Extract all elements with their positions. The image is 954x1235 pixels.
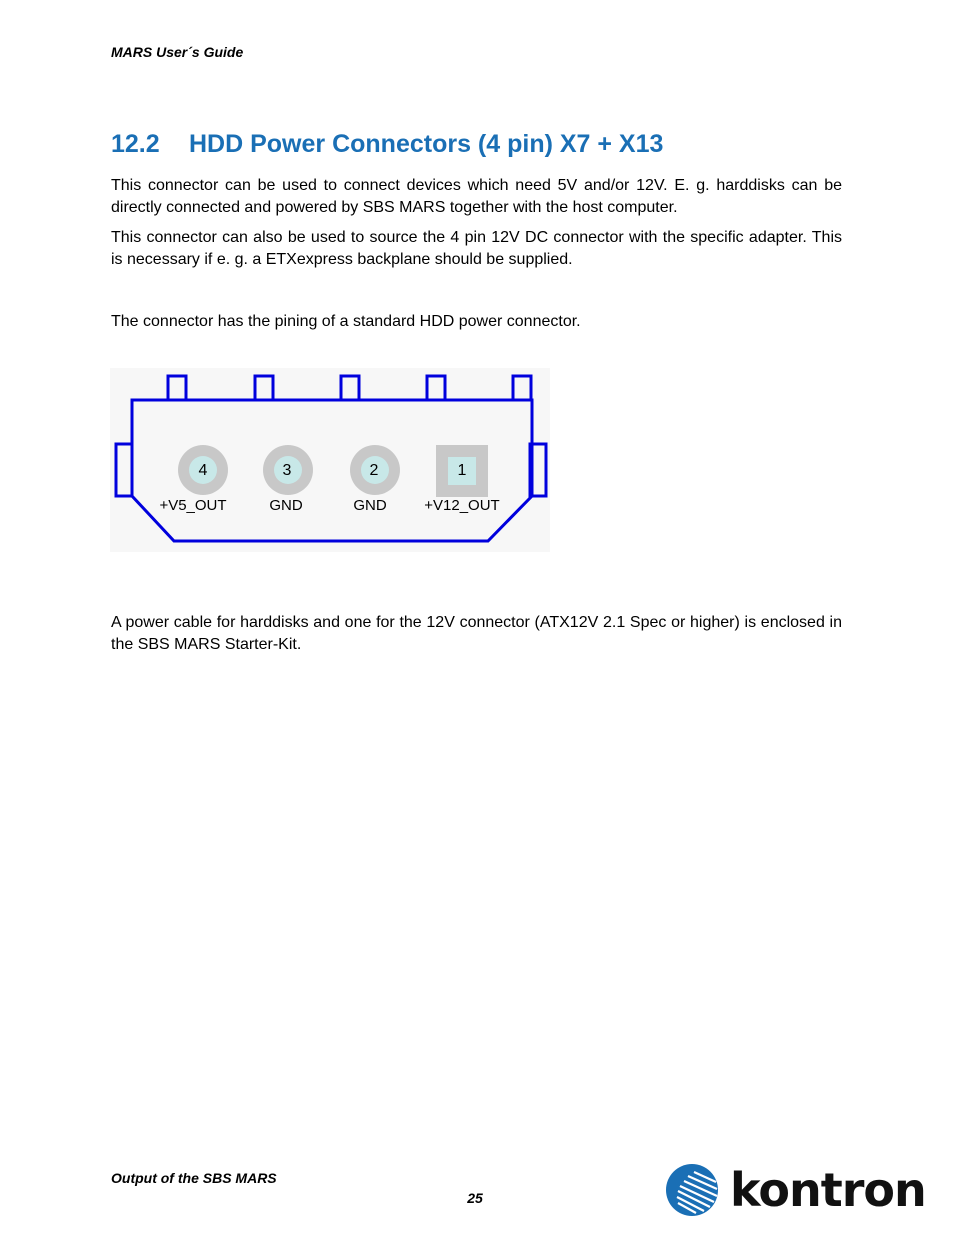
- paragraph-adapter: This connector can also be used to source the 4 pin 12V DC connector with the specific adapter. This is necessary if e. g. a ETXexpress backplane should be supplied.: [111, 229, 842, 268]
- pin-number: 2: [369, 462, 379, 479]
- section-title: HDD Power Connectors (4 pin) X7 + X13: [189, 130, 664, 158]
- pin-number: 1: [457, 462, 467, 479]
- paragraph-intro: This connector can be used to connect devices which need 5V and/or 12V. E. g. harddisks can be directly connected and powered by SBS MARS together with the host computer.: [111, 177, 842, 216]
- running-header: MARS User´s Guide: [111, 44, 244, 60]
- pin-label: +V12_OUT: [424, 497, 500, 514]
- section-number: 12.2: [111, 130, 160, 158]
- kontron-logo: [664, 1162, 930, 1218]
- kontron-wordmark: kontron: [730, 1163, 926, 1217]
- section-heading: [111, 130, 663, 159]
- paragraph-pining: The connector has the pining of a standard HDD power connector.: [111, 313, 581, 330]
- pin-number: 3: [282, 462, 292, 479]
- footer-chapter: Output of the SBS MARS: [111, 1170, 277, 1186]
- pin-number: 4: [198, 462, 208, 479]
- paragraph-cable: A power cable for harddisks and one for the 12V connector (ATX12V 2.1 Spec or higher) is enclosed in the SBS MARS Starter-Kit.: [111, 614, 842, 653]
- connector-diagram: [110, 368, 550, 552]
- page-number-text: 25: [467, 1190, 483, 1206]
- kontron-globe-icon: [664, 1162, 720, 1218]
- pin-label: +V5_OUT: [159, 497, 227, 514]
- pin-label: GND: [353, 497, 387, 514]
- pin-label: GND: [269, 497, 303, 514]
- connector-figure: [110, 368, 550, 552]
